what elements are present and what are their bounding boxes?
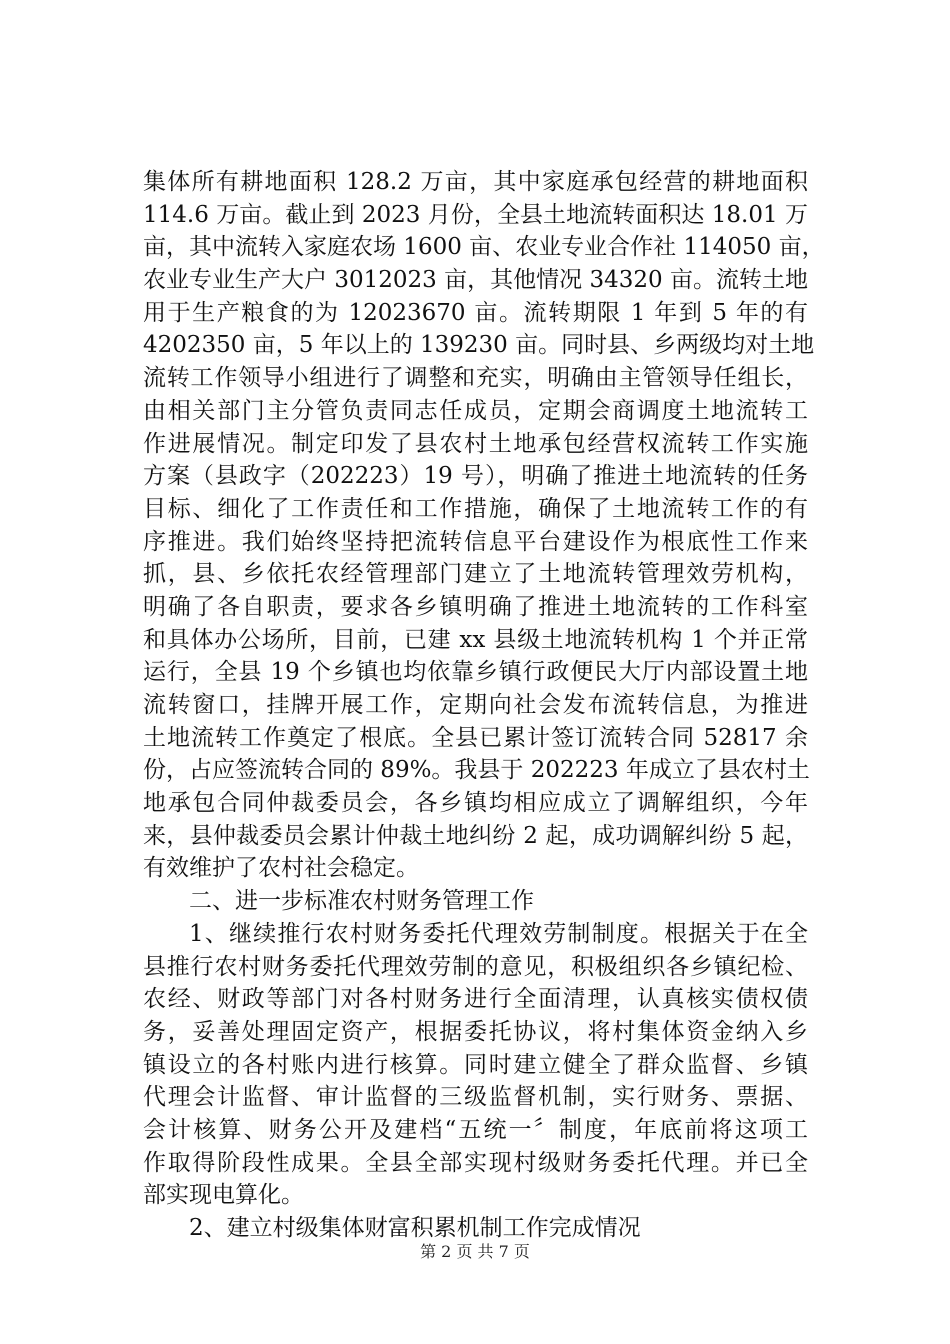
body-text <box>143 166 825 1245</box>
text-line: 1、继续推行农村财务委托代理效劳制制度。根据关于在全 <box>189 920 808 947</box>
text-line: 作取得阶段性成果。全县全部实现村级财务委托代理。并已全 <box>143 1149 808 1176</box>
section-heading: 二、进一步标准农村财务管理工作 <box>189 888 534 915</box>
text-line: 农经、财政等部门对各村财务进行全面清理，认真核实债权债 <box>143 986 808 1013</box>
text-line: 抓，县、乡依托农经管理部门建立了土地流转管理效劳机构， <box>143 561 808 588</box>
text-line: 土地流转工作奠定了根底。全县已累计签订流转合同 52817 余 <box>143 724 808 751</box>
text-line: 方案（县政字（202223）19 号），明确了推进土地流转的任务 <box>143 463 808 490</box>
text-line: 序推进。我们始终坚持把流转信息平台建设作为根底性工作来 <box>143 528 808 555</box>
text-line: 镇设立的各村账内进行核算。同时建立健全了群众监督、乡镇 <box>143 1051 808 1078</box>
text-line: 份，占应签流转合同的 89%。我县于 202223 年成立了县农村土 <box>143 757 810 784</box>
text-line: 运行，全县 19 个乡镇也均依靠乡镇行政便民大厅内部设置土地 <box>143 659 808 686</box>
page-footer: 第 2 页 共 7 页 <box>420 1242 530 1261</box>
text-line: 作进展情况。制定印发了县农村土地承包经营权流转工作实施 <box>143 430 808 457</box>
text-line: 明确了各自职责，要求各乡镇明确了推进土地流转的工作科室 <box>143 593 808 620</box>
text-line: 流转工作领导小组进行了调整和充实，明确由主管领导任组长， <box>143 365 808 392</box>
text-line: 务，妥善处理固定资产，根据委托协议，将村集体资金纳入乡 <box>143 1018 808 1045</box>
text-line: 部实现电算化。 <box>143 1182 304 1209</box>
text-line: 114.6 万亩。截止到 2023 月份，全县土地流转面积达 18.01 万 <box>143 201 808 228</box>
text-line: 用于生产粮食的为 12023670 亩。流转期限 1 年到 5 年的有 <box>143 299 808 326</box>
text-line: 由相关部门主分管负责同志任成员，定期会商调度土地流转工 <box>143 397 808 424</box>
text-line: 农业专业生产大户 3012023 亩，其他情况 34320 亩。流转土地 <box>143 267 808 294</box>
text-line: 有效维护了农村社会稳定。 <box>143 855 419 882</box>
text-line: 流转窗口，挂牌开展工作，定期向社会发布流转信息，为推进 <box>143 692 808 718</box>
subsection-heading: 2、建立村级集体财富积累机制工作完成情况 <box>189 1215 641 1241</box>
text-line: 会计核算、财务公开及建档“五统一〞制度，年底前将这项工 <box>143 1116 808 1143</box>
text-line: 代理会计监督、审计监督的三级监督机制，实行财务、票据、 <box>143 1084 808 1111</box>
text-line: 集体所有耕地面积 128.2 万亩，其中家庭承包经营的耕地面积 <box>143 169 808 195</box>
text-line: 亩，其中流转入家庭农场 1600 亩、农业专业合作社 114050 亩， <box>143 234 825 261</box>
text-line: 来，县仲裁委员会累计仲裁土地纠纷 2 起，成功调解纠纷 5 起， <box>143 822 808 849</box>
text-line: 和具体办公场所，目前，已建 xx 县级土地流转机构 1 个并正常 <box>143 626 808 653</box>
text-line: 地承包合同仲裁委员会，各乡镇均相应成立了调解组织，今年 <box>143 790 808 817</box>
text-line: 4202350 亩，5 年以上的 139230 亩。同时县、乡两级均对土地 <box>143 332 815 359</box>
text-line: 目标、细化了工作责任和工作措施，确保了土地流转工作的有 <box>143 495 808 522</box>
text-line: 县推行农村财务委托代理效劳制的意见，积极组织各乡镇纪检、 <box>143 953 808 980</box>
